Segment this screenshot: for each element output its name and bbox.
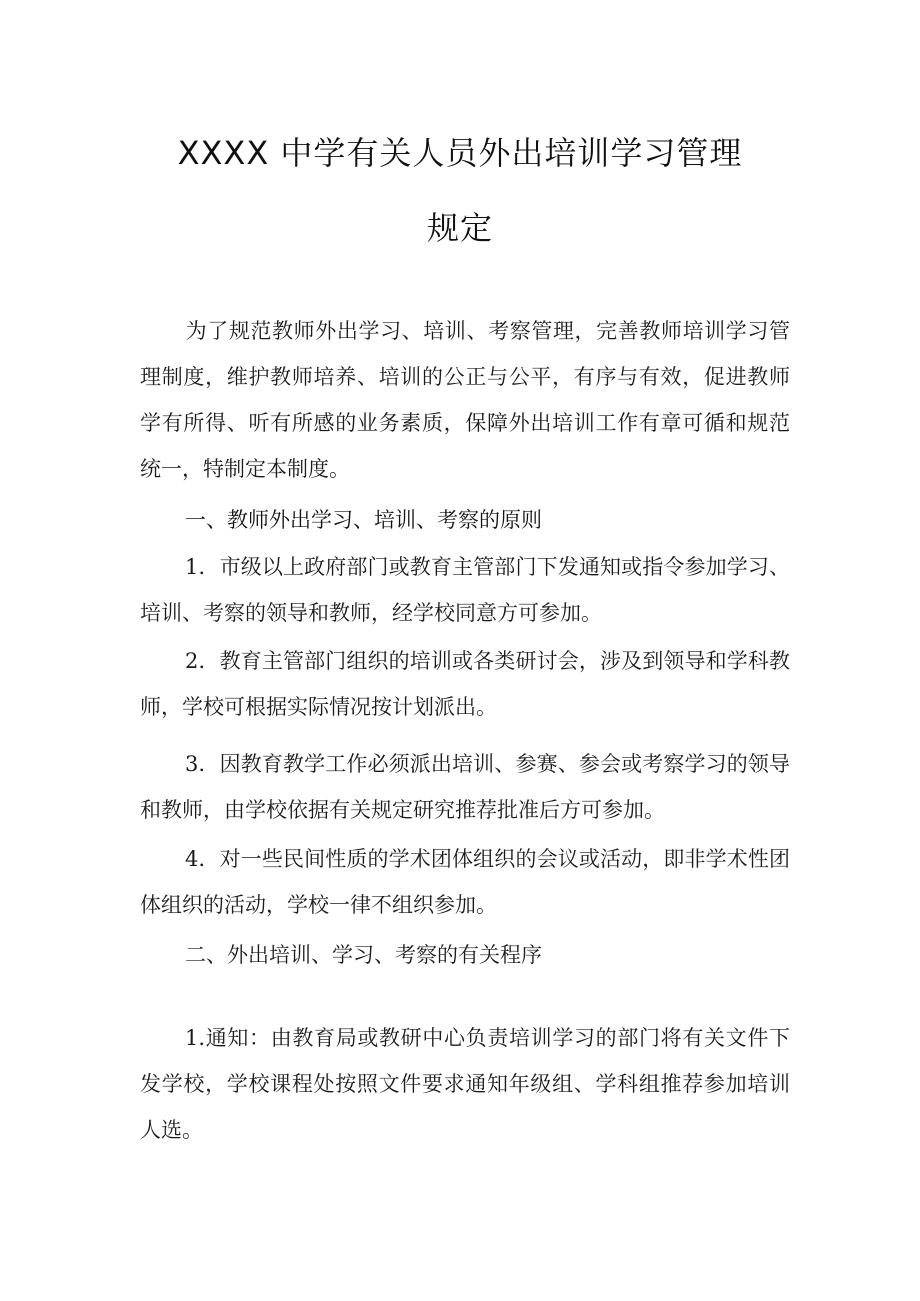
document-title-line-1: XXXX 中学有关人员外出培训学习管理	[177, 134, 743, 172]
section-1-item-2-text: 2．教育主管部门组织的培训或各类研讨会，涉及到领导和学科教师，学校可根据实际情况按计划派出。	[140, 649, 790, 719]
document-title-line-2: 规定	[426, 209, 493, 247]
intro-text: 为了规范教师外出学习、培训、考察管理，完善教师培训学习管理制度，维护教师培养、培训的公正与公平，有序与有效，促进教师学有所得、听有所感的业务素质，保障外出培训工作有章可循和规范统一，特制定本制度。	[140, 319, 790, 481]
section-2-item-1	[140, 1015, 790, 1153]
section-1-item-1-text: 1．市级以上政府部门或教育主管部门下发通知或指令参加学习、培训、考察的领导和教师，经学校同意方可参加。	[140, 555, 790, 625]
section-1-item-1	[140, 544, 790, 636]
section-2-heading: 二、外出培训、学习、考察的有关程序	[185, 943, 542, 967]
section-1-heading: 一、教师外出学习、培训、考察的原则	[185, 508, 542, 532]
section-1-item-3	[140, 741, 790, 833]
section-1-item-3-text: 3．因教育教学工作必须派出培训、参赛、参会或考察学习的领导和教师，由学校依据有关规定研究推荐批准后方可参加。	[140, 752, 790, 822]
section-1-item-4	[140, 836, 790, 928]
section-1-item-2	[140, 638, 790, 730]
section-1-item-4-text: 4．对一些民间性质的学术团体组织的会议或活动，即非学术性团体组织的活动，学校一律不组织参加。	[140, 847, 790, 917]
section-2-item-1-text: 1.通知：由教育局或教研中心负责培训学习的部门将有关文件下发学校，学校课程处按照文件要求通知年级组、学科组推荐参加培训人选。	[140, 1026, 790, 1142]
intro-paragraph	[140, 308, 790, 492]
